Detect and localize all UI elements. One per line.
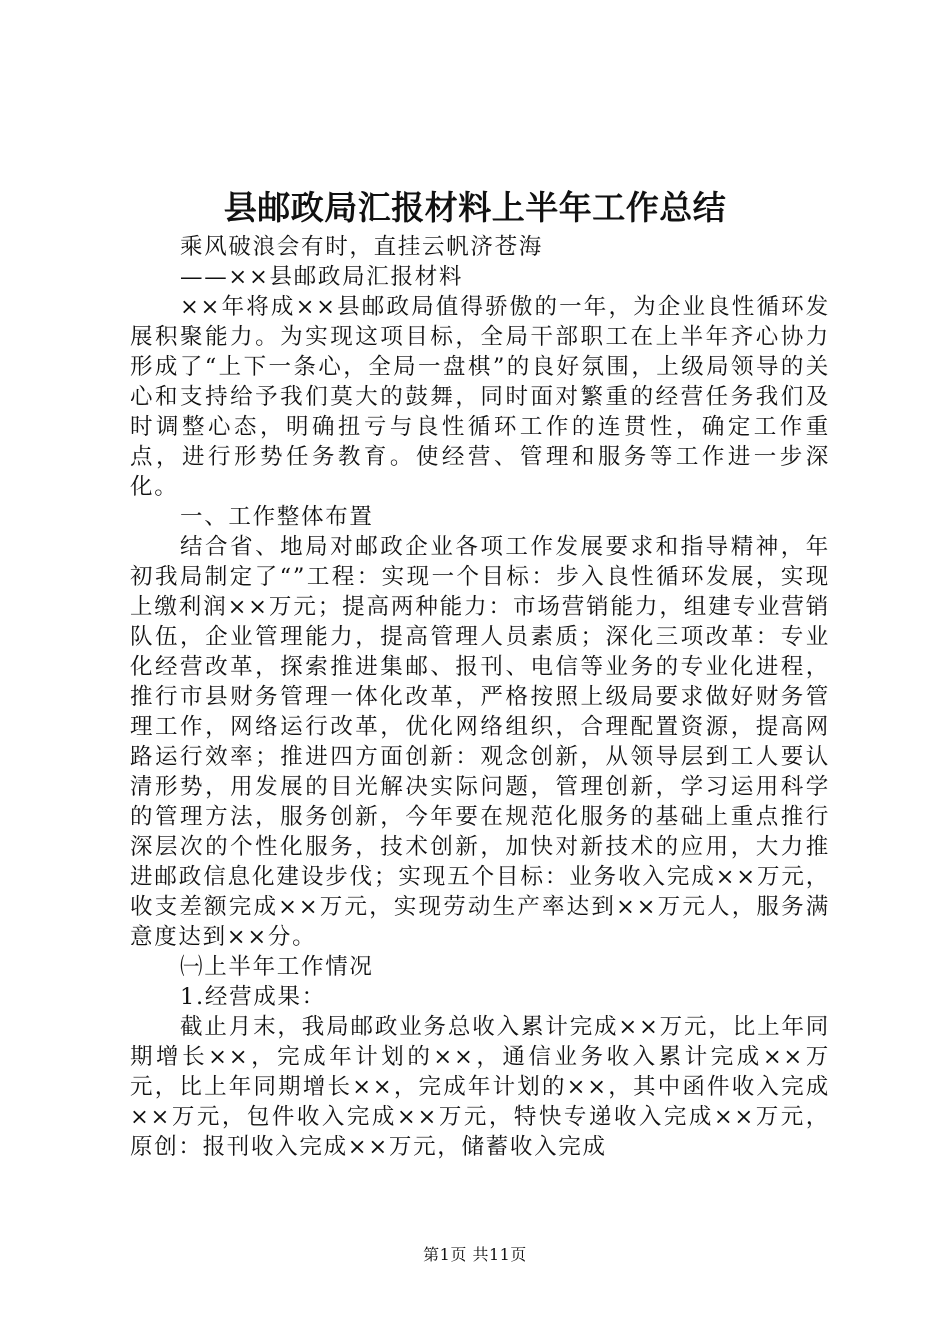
item-heading-business-results: 1.经营成果： xyxy=(180,984,326,1010)
paragraph-subtitle: ——××县邮政局汇报材料 xyxy=(180,264,464,290)
paragraph-business-results: 截止月末，我局邮政业务总收入累计完成××万元，比上年同期增长××，完成年计划的××，通信业务收入累计完成××万元，比上年同期增长××，完成年计划的××，其中函件收入完成××万元，包件收入完成××万元，特快专递收入完成××万元，原创：报刊收入完成××万元，储蓄收入完成 xyxy=(130,1014,830,1160)
document-title: 县邮政局汇报材料上半年工作总结 xyxy=(223,188,727,227)
paragraph-motto: 乘风破浪会有时，直挂云帆济苍海 xyxy=(180,234,544,260)
document-body xyxy=(130,232,830,1162)
paragraph-intro: ××年将成××县邮政局值得骄傲的一年，为企业良性循环发展积聚能力。为实现这项目标，全局干部职工在上半年齐心协力形成了“上下一条心，全局一盘棋”的良好氛围，上级局领导的关心和支持给予我们莫大的鼓舞，同时面对繁重的经营任务我们及时调整心态，明确扭亏与良性循环工作的连贯性，确定工作重点，进行形势任务教育。使经营、管理和服务等工作进一步深化。 xyxy=(130,294,830,500)
subsection-heading-first-half: ㈠上半年工作情况 xyxy=(180,954,374,980)
section-heading-overall-plan: 一、工作整体布置 xyxy=(180,504,374,530)
paragraph-plan-details: 结合省、地局对邮政企业各项工作发展要求和指导精神，年初我局制定了“”工程：实现一个目标：步入良性循环发展，实现上缴利润××万元；提高两种能力：市场营销能力，组建专业营销队伍，企业管理能力，提高管理人员素质；深化三项改革：专业化经营改革，探索推进集邮、报刊、电信等业务的专业化进程，推行市县财务管理一体化改革，严格按照上级局要求做好财务管理工作，网络运行改革，优化网络组织，合理配置资源，提高网路运行效率；推进四方面创新：观念创新，从领导层到工人要认清形势，用发展的目光解决实际问题，管理创新，学习运用科学的管理方法，服务创新，今年要在规范化服务的基础上重点推行深层次的个性化服务，技术创新，加快对新技术的应用，大力推进邮政信息化建设步伐；实现五个目标：业务收入完成××万元，收支差额完成××万元，实现劳动生产率达到××万元人，服务满意度达到××分。 xyxy=(130,534,830,950)
page-footer: 第1页 共11页 xyxy=(423,1245,527,1264)
